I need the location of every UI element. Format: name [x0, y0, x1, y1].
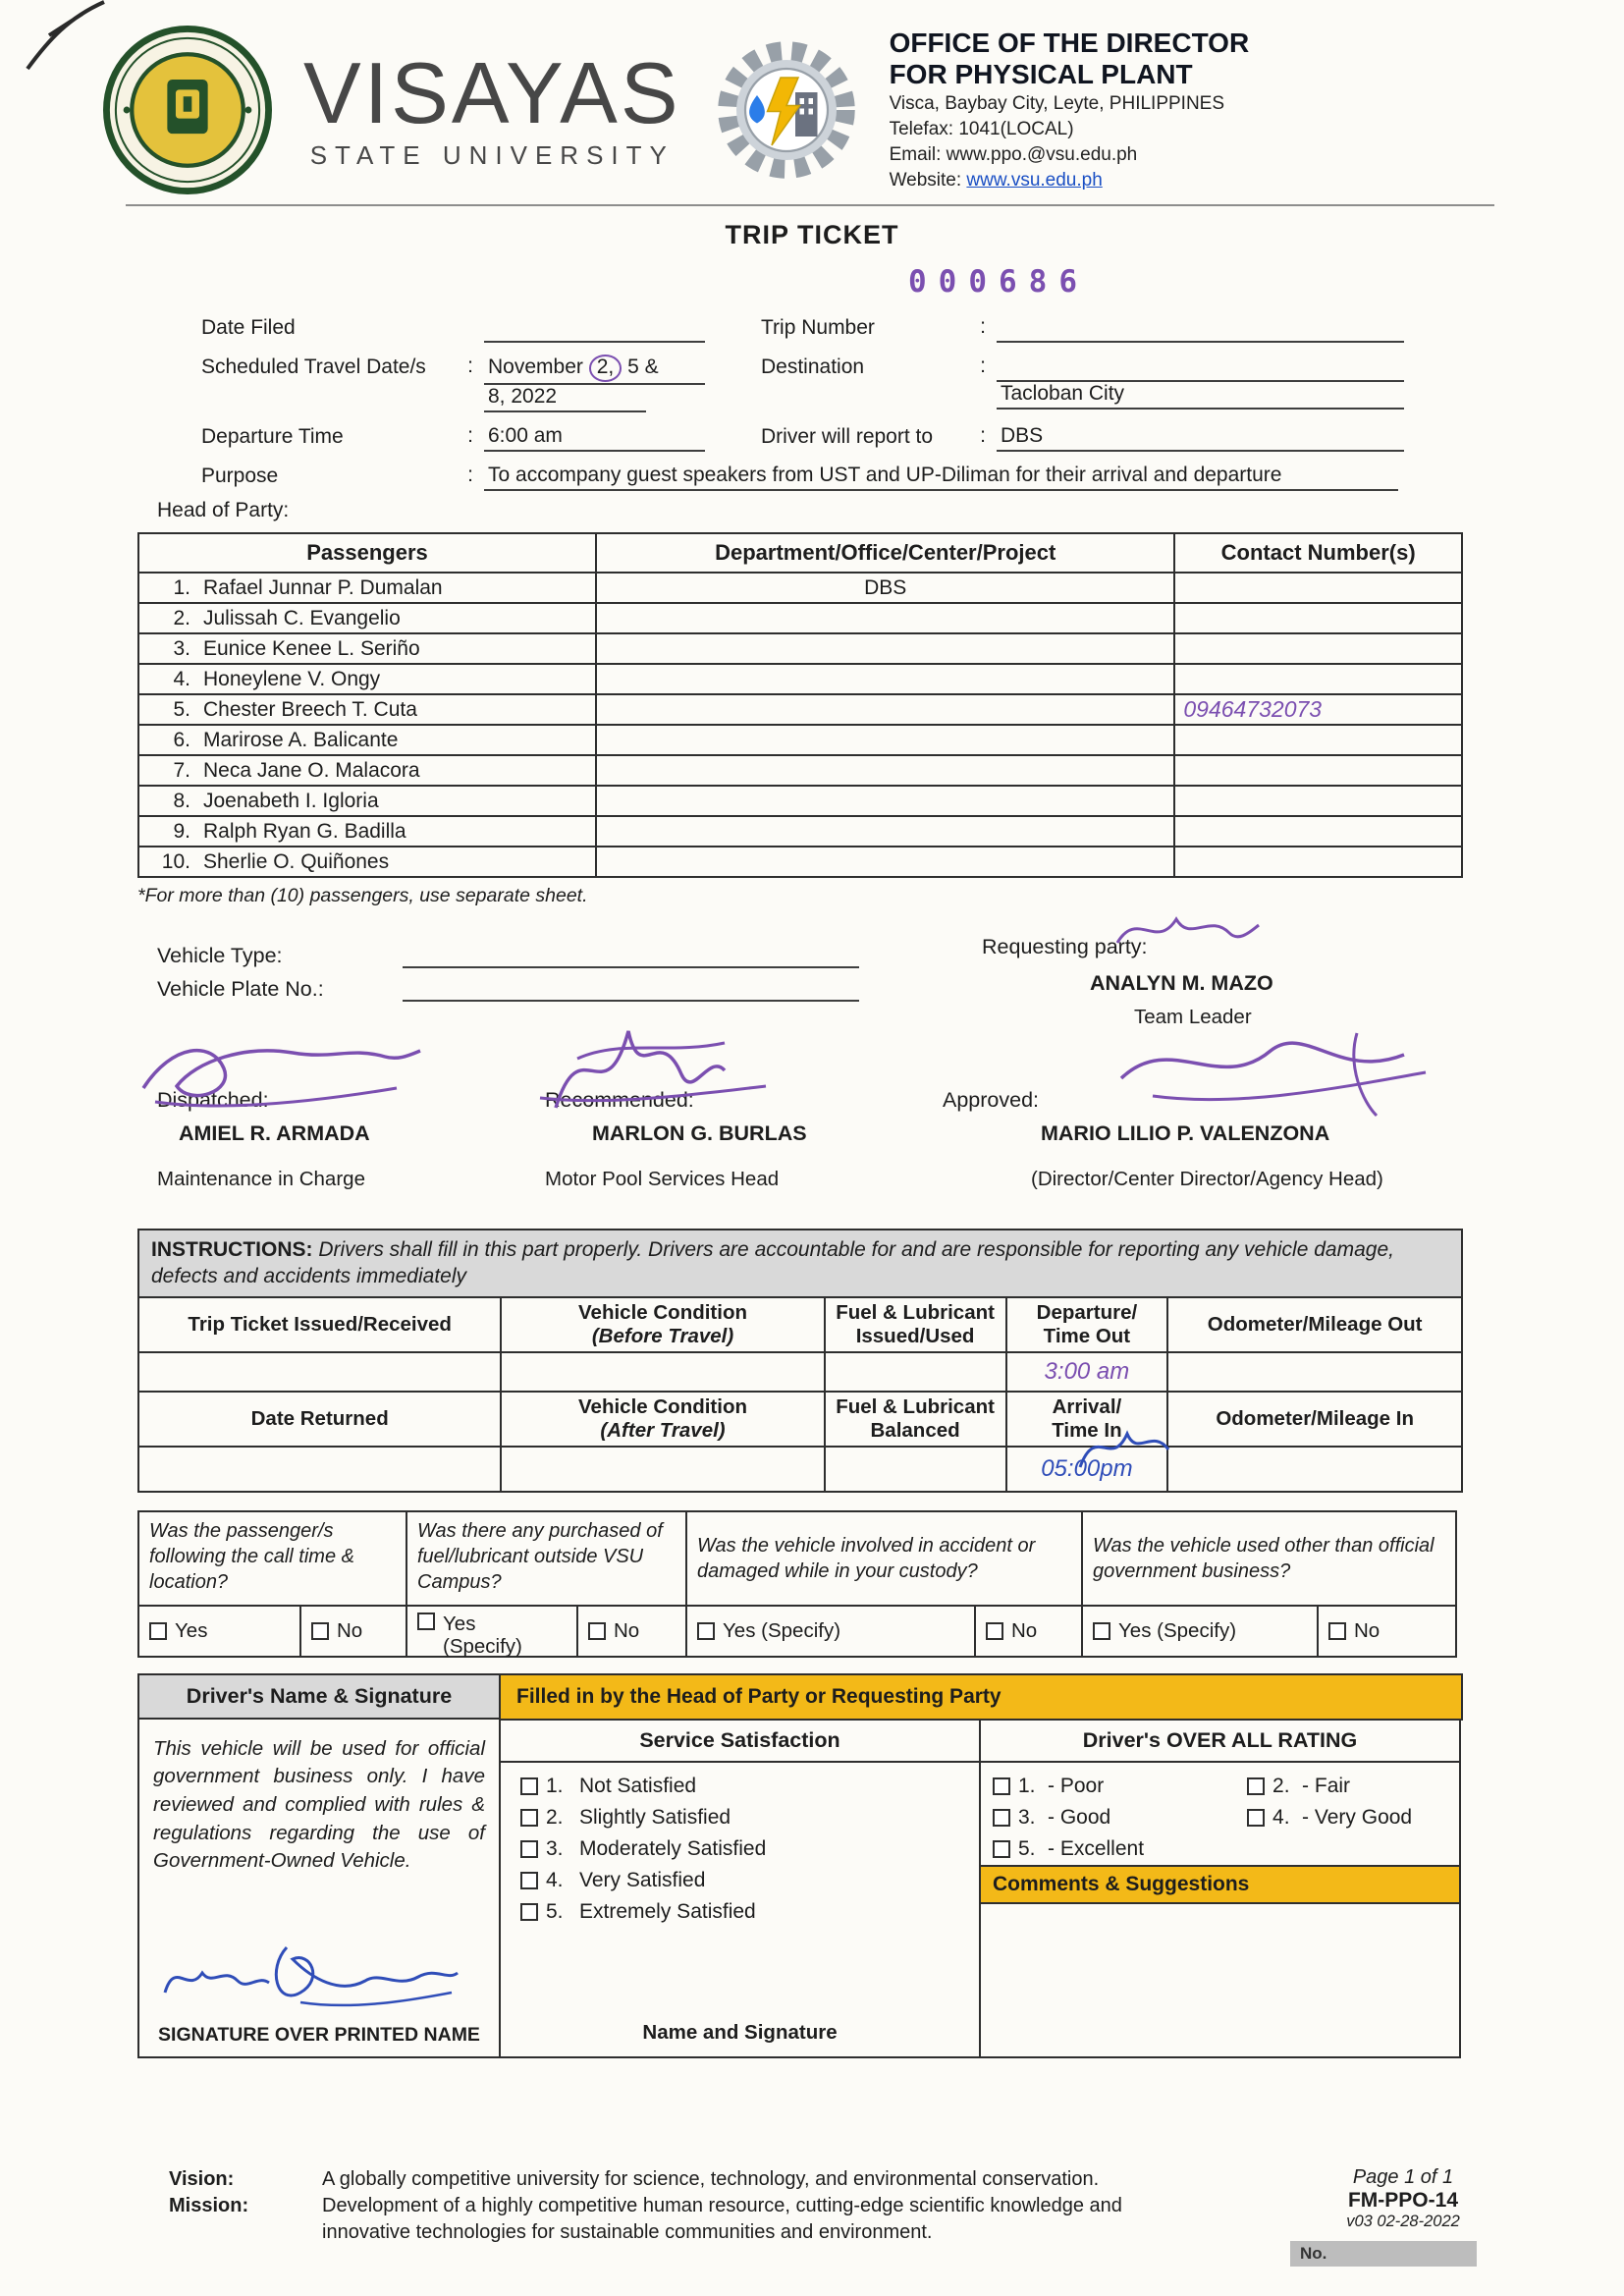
checkbox-icon[interactable] — [993, 1840, 1010, 1858]
log-header-row-out — [138, 1297, 1462, 1352]
yes-label: Yes — [175, 1618, 208, 1642]
recommended-label: Recommended: — [545, 1088, 694, 1113]
approvals-section — [137, 1088, 1463, 1191]
instructions-text: Drivers shall fill in this part properly. Drivers are accountable for and are responsible for reporting any vehicle damage, defects and accidents immediately — [151, 1238, 1394, 1288]
rating-option — [993, 1775, 1247, 1798]
approved-label: Approved: — [943, 1088, 1040, 1113]
passenger-name-cell — [138, 603, 596, 633]
office-website-line — [890, 168, 1250, 192]
driver-report-label: Driver will report to — [761, 425, 934, 449]
wordmark-sub: STATE UNIVERSITY — [309, 139, 675, 170]
passenger-number: 5. — [173, 697, 190, 721]
option-label: - Excellent — [1048, 1836, 1145, 1860]
question-text: Was the vehicle used other than official government business? — [1093, 1534, 1435, 1582]
option-number: 2. — [1272, 1774, 1290, 1797]
log-header-row-in — [138, 1392, 1462, 1447]
answer-yes-cell — [1083, 1607, 1317, 1656]
destination-label: Destination — [761, 355, 865, 378]
dispatched-signature — [126, 1027, 430, 1129]
filled-by-header: Filled in by the Head of Party or Requesting Party — [499, 1673, 1463, 1721]
departure-time-value: 6:00 am — [484, 424, 705, 452]
name-and-signature-caption: Name and Signature — [642, 2020, 838, 2044]
passenger-row — [138, 847, 1462, 877]
passenger-row — [138, 573, 1462, 603]
passenger-dept-cell — [596, 786, 1174, 816]
passenger-name: Marirose A. Balicante — [203, 728, 399, 751]
scheduled-travel-value — [484, 355, 705, 412]
option-number: 3. — [1018, 1805, 1036, 1829]
question-call-time — [137, 1510, 407, 1658]
rating-option — [993, 1806, 1247, 1830]
passenger-contact-cell — [1174, 633, 1462, 664]
checkbox-icon[interactable] — [697, 1622, 715, 1640]
physical-plant-office-logo — [713, 36, 860, 184]
driver-column-header: Driver's Name & Signature — [137, 1673, 501, 1720]
checkbox-icon[interactable] — [993, 1777, 1010, 1795]
passenger-row — [138, 725, 1462, 755]
no-label: No — [1011, 1618, 1038, 1642]
yes-label: Yes (Specify) — [1118, 1618, 1237, 1642]
passenger-row — [138, 633, 1462, 664]
option-number: 1. — [546, 1774, 564, 1797]
col-header-passengers: Passengers — [138, 533, 596, 573]
driver-statement: This vehicle will be used for official government business only. I have reviewed and complied with rules & regulations regarding the use of Government-Owned Vehicle. — [153, 1736, 485, 1873]
fuel-balanced-header: Fuel & Lubricant Balanced — [825, 1392, 1006, 1447]
checkbox-icon[interactable] — [1328, 1622, 1346, 1640]
checkbox-icon[interactable] — [311, 1622, 329, 1640]
checkbox-icon[interactable] — [1093, 1622, 1110, 1640]
destination-text: Tacloban City — [997, 382, 1404, 410]
recommended-name: MARLON G. BURLAS — [592, 1121, 807, 1146]
option-number: 4. — [1272, 1805, 1290, 1829]
purpose-value: To accompany guest speakers from UST and UP-Diliman for their arrival and departure — [484, 464, 1398, 491]
checkbox-icon[interactable] — [520, 1777, 538, 1795]
passenger-dept-cell — [596, 847, 1174, 877]
colon: : — [980, 315, 986, 338]
office-email: Email: www.ppo.@vsu.edu.ph — [889, 144, 1138, 166]
option-number: 5. — [1018, 1836, 1036, 1860]
issued-received-value — [138, 1352, 501, 1392]
passenger-name: Chester Breech T. Cuta — [203, 697, 417, 721]
passenger-name: Eunice Kenee L. Seriño — [203, 636, 420, 660]
signoff-section — [137, 1673, 1463, 2058]
time-out-value: 3:00 am — [1006, 1352, 1168, 1392]
odometer-in-header: Odometer/Mileage In — [1167, 1392, 1462, 1447]
answer-no-cell — [576, 1607, 685, 1656]
option-label: Slightly Satisfied — [579, 1805, 731, 1829]
condition-after-header: Vehicle Condition (After Travel) — [501, 1392, 824, 1447]
recommended-title: Motor Pool Services Head — [545, 1168, 780, 1191]
trip-info-section — [0, 303, 1624, 2058]
option-label: Very Satisfied — [579, 1868, 706, 1891]
colon: : — [467, 424, 473, 448]
passenger-dept-cell — [596, 755, 1174, 786]
fuel-balanced-value — [825, 1447, 1006, 1492]
checkbox-icon[interactable] — [993, 1809, 1010, 1827]
vehicle-type-value — [403, 942, 859, 968]
checkbox-icon[interactable] — [520, 1872, 538, 1889]
passenger-name-cell — [138, 694, 596, 725]
colon: : — [467, 355, 473, 377]
driver-report-value: DBS — [997, 424, 1404, 452]
passenger-number: 6. — [173, 728, 190, 751]
date-returned-header: Date Returned — [138, 1392, 501, 1447]
checkbox-icon[interactable] — [417, 1613, 435, 1630]
odometer-out-value — [1167, 1352, 1462, 1392]
passenger-name: Rafael Junnar P. Dumalan — [203, 575, 443, 599]
form-version: v03 02-28-2022 — [1346, 2213, 1460, 2230]
no-label: No — [1354, 1618, 1380, 1642]
checkbox-icon[interactable] — [149, 1622, 167, 1640]
passenger-name: Joenabeth I. Igloria — [203, 789, 379, 812]
letterhead — [0, 0, 1624, 202]
passenger-contact-cell — [1174, 816, 1462, 847]
passenger-row — [138, 694, 1462, 725]
passenger-row — [138, 816, 1462, 847]
destination-value — [997, 355, 1404, 412]
log-value-row-in — [138, 1447, 1462, 1492]
date-filed-label: Date Filed — [201, 316, 296, 339]
mission-text: Development of a highly competitive human resource, cutting-edge scientific knowledge and innovative technologies for sustainable communities and environment. — [322, 2195, 1122, 2243]
col-header-contact: Contact Number(s) — [1174, 533, 1462, 573]
passenger-name: Honeylene V. Ongy — [203, 667, 381, 690]
no-label: No — [614, 1618, 640, 1642]
yes-label: Yes (Specify) — [723, 1618, 841, 1642]
form-title: TRIP TICKET — [725, 220, 899, 249]
approved-title: (Director/Center Director/Agency Head) — [1031, 1168, 1383, 1191]
passenger-name-cell — [138, 573, 596, 603]
condition-before-value — [501, 1352, 824, 1392]
passenger-name: Neca Jane O. Malacora — [203, 758, 420, 782]
trip-number-value — [997, 315, 1404, 343]
dispatched-block — [137, 1088, 491, 1191]
passenger-contact-cell — [1174, 725, 1462, 755]
option-label: Moderately Satisfied — [579, 1836, 767, 1860]
answer-no-cell — [299, 1607, 406, 1656]
purpose-label: Purpose — [201, 465, 279, 488]
odometer-out-header: Odometer/Mileage Out — [1167, 1297, 1462, 1352]
col-header-department: Department/Office/Center/Project — [596, 533, 1174, 573]
driver-signature — [153, 1930, 467, 2020]
passenger-dept-cell — [596, 816, 1174, 847]
date-returned-value — [138, 1447, 501, 1492]
scheduled-pre: November — [488, 355, 583, 378]
date-filed-value — [484, 315, 705, 343]
website-link[interactable]: www.vsu.edu.ph — [966, 170, 1103, 191]
page-indicator: Page 1 of 1 — [1352, 2166, 1454, 2188]
no-label: No — [337, 1618, 363, 1642]
passengers-footnote: *For more than (10) passengers, use separate sheet. — [137, 885, 588, 907]
passenger-number: 7. — [173, 758, 190, 782]
driver-questions-section — [137, 1510, 1463, 1658]
passenger-name: Julissah C. Evangelio — [203, 606, 401, 629]
condition-before-header: Vehicle Condition (Before Travel) — [501, 1297, 824, 1352]
ticket-number-stamp: 000686 — [908, 264, 1089, 300]
service-option — [520, 1806, 973, 1830]
passenger-row — [138, 603, 1462, 633]
passenger-row — [138, 664, 1462, 694]
website-label: Website: — [889, 170, 967, 191]
checkbox-icon[interactable] — [588, 1622, 606, 1640]
passenger-dept-cell — [596, 603, 1174, 633]
rating-option — [1247, 1775, 1455, 1798]
question-text: Was the vehicle involved in accident or damaged while in your custody? — [697, 1534, 1036, 1582]
rating-option — [993, 1837, 1247, 1861]
vehicle-plate-value — [403, 975, 859, 1002]
option-number: 2. — [546, 1805, 564, 1829]
option-label: Extremely Satisfied — [579, 1899, 756, 1923]
comments-area — [981, 1904, 1459, 2056]
checkbox-icon[interactable] — [520, 1903, 538, 1921]
question-official-use — [1081, 1510, 1457, 1658]
service-satisfaction-column — [499, 1721, 981, 2058]
time-in-signature — [1066, 1412, 1184, 1491]
answer-yes-cell — [687, 1607, 974, 1656]
passenger-contact-cell — [1174, 573, 1462, 603]
colon: : — [980, 355, 986, 377]
option-number: 4. — [546, 1868, 564, 1891]
office-title-line1: OFFICE OF THE DIRECTOR — [889, 27, 1250, 58]
circled-date-annotation: 2, — [589, 355, 623, 382]
driver-log-table — [137, 1296, 1463, 1493]
rating-options-grid — [981, 1763, 1459, 1865]
passenger-contact-cell — [1174, 847, 1462, 877]
requesting-party-title: Team Leader — [1134, 1006, 1252, 1029]
service-satisfaction-header: Service Satisfaction — [499, 1721, 981, 1763]
passengers-header-row — [138, 533, 1462, 573]
checkbox-icon[interactable] — [1247, 1809, 1265, 1827]
passenger-contact-cell — [1174, 664, 1462, 694]
departure-timeout-header: Departure/ Time Out — [1006, 1297, 1168, 1352]
passenger-dept-cell: DBS — [596, 573, 1174, 603]
office-address: Visca, Baybay City, Leyte, PHILIPPINES — [889, 93, 1225, 115]
option-label: - Good — [1048, 1805, 1111, 1829]
option-number: 1. — [1018, 1774, 1036, 1797]
option-label: Not Satisfied — [579, 1774, 697, 1797]
option-number: 5. — [546, 1899, 564, 1923]
answer-no-cell — [1317, 1607, 1455, 1656]
fuel-issued-value — [825, 1352, 1006, 1392]
scheduled-line2: 8, 2022 — [484, 385, 646, 412]
instructions-label: INSTRUCTIONS: — [151, 1238, 313, 1262]
time-in-value — [1006, 1447, 1168, 1492]
passenger-name-cell — [138, 725, 596, 755]
service-option — [520, 1775, 973, 1798]
passenger-name-cell — [138, 847, 596, 877]
passenger-number: 3. — [173, 636, 190, 660]
passenger-number: 4. — [173, 667, 190, 690]
condition-after-value — [501, 1447, 824, 1492]
colon: : — [467, 464, 473, 487]
option-label: - Poor — [1048, 1774, 1105, 1797]
arrival-timein-header: Arrival/ Time In — [1006, 1392, 1168, 1447]
scheduled-post: 5 & — [627, 355, 659, 378]
vehicle-section — [137, 935, 1463, 1029]
question-text: Was there any purchased of fuel/lubricant outside VSU Campus? — [417, 1519, 663, 1593]
service-option — [520, 1900, 973, 1924]
passenger-contact-cell: 09464732073 — [1174, 694, 1462, 725]
passenger-name: Sherlie O. Quiñones — [203, 849, 390, 873]
passenger-name: Ralph Ryan G. Badilla — [203, 819, 406, 843]
service-option — [520, 1869, 973, 1892]
option-label: - Very Good — [1302, 1805, 1413, 1829]
colon: : — [980, 424, 986, 448]
checkbox-icon[interactable] — [1247, 1777, 1265, 1795]
passenger-number: 9. — [173, 819, 190, 843]
form-code-block — [1290, 2166, 1516, 2267]
passenger-name-cell — [138, 633, 596, 664]
driver-signature-column — [137, 1673, 501, 2058]
option-label: - Fair — [1302, 1774, 1351, 1797]
rating-option — [1247, 1806, 1455, 1830]
mission-label: Mission: — [169, 2195, 249, 2216]
office-title-line2: FOR PHYSICAL PLANT — [889, 58, 1193, 89]
passenger-contact-cell — [1174, 786, 1462, 816]
office-address-block — [890, 27, 1250, 193]
service-option — [520, 1837, 973, 1861]
dispatched-title: Maintenance in Charge — [157, 1168, 365, 1191]
service-options-list — [501, 1763, 979, 1932]
log-value-row-out — [138, 1352, 1462, 1392]
vision-text: A globally competitive university for science, technology, and environmental conservation. — [322, 2168, 1100, 2190]
checkbox-icon[interactable] — [520, 1840, 538, 1858]
vehicle-type-label: Vehicle Type: — [157, 944, 283, 968]
overall-rating-column — [979, 1721, 1461, 2058]
overall-rating-header: Driver's OVER ALL RATING — [979, 1721, 1461, 1763]
vision-label: Vision: — [169, 2168, 235, 2190]
passenger-number: 10. — [161, 849, 190, 873]
signature-over-printed-name-caption: SIGNATURE OVER PRINTED NAME — [158, 2023, 480, 2046]
passenger-number: 2. — [173, 606, 190, 629]
recommended-block — [491, 1088, 923, 1191]
answer-no-cell — [974, 1607, 1081, 1656]
office-telefax: Telefax: 1041(LOCAL) — [889, 119, 1074, 140]
passenger-name-cell — [138, 816, 596, 847]
form-code: FM-PPO-14 — [1347, 2189, 1458, 2212]
university-wordmark — [298, 43, 687, 171]
footer — [0, 2166, 1624, 2296]
comments-suggestions-header: Comments & Suggestions — [981, 1865, 1459, 1904]
question-accident — [685, 1510, 1083, 1658]
question-text: Was the passenger/s following the call time & location? — [149, 1519, 354, 1593]
checkbox-icon[interactable] — [520, 1809, 538, 1827]
head-of-party-label: Head of Party: — [157, 499, 290, 522]
passenger-row — [138, 755, 1462, 786]
answer-yes-cell — [407, 1607, 576, 1659]
vsu-seal-logo — [103, 26, 272, 194]
approved-name: MARIO LILIO P. VALENZONA — [1041, 1121, 1330, 1146]
departure-time-label: Departure Time — [201, 425, 344, 449]
passenger-dept-cell — [596, 694, 1174, 725]
odometer-in-value — [1167, 1447, 1462, 1492]
requesting-party-label: Requesting party: — [982, 935, 1148, 959]
checkbox-icon[interactable] — [986, 1622, 1003, 1640]
passenger-dept-cell — [596, 725, 1174, 755]
passengers-table — [137, 532, 1463, 878]
question-fuel-purchase — [406, 1510, 687, 1658]
time-in-text: 05:00pm — [1041, 1454, 1133, 1482]
header-divider — [126, 204, 1494, 206]
requesting-party-block — [884, 935, 1463, 1029]
option-number: 3. — [546, 1836, 564, 1860]
passenger-contact-cell — [1174, 755, 1462, 786]
vehicle-plate-label: Vehicle Plate No.: — [157, 977, 324, 1002]
dispatched-name: AMIEL R. ARMADA — [179, 1121, 370, 1146]
wordmark-main: VISAYAS — [303, 43, 681, 141]
approved-block — [923, 1088, 1463, 1191]
passenger-name-cell — [138, 664, 596, 694]
instructions-banner — [137, 1229, 1463, 1296]
passenger-dept-cell — [596, 664, 1174, 694]
requesting-party-name: ANALYN M. MAZO — [1090, 971, 1273, 996]
no-box: No. — [1290, 2241, 1477, 2267]
passenger-dept-cell — [596, 633, 1174, 664]
answer-yes-cell — [139, 1607, 299, 1656]
issued-received-header: Trip Ticket Issued/Received — [138, 1297, 501, 1352]
trip-number-label: Trip Number — [761, 316, 875, 339]
passenger-name-cell — [138, 755, 596, 786]
scheduled-travel-label: Scheduled Travel Date/s — [201, 355, 426, 378]
passenger-number: 1. — [173, 575, 190, 599]
yes-label: Yes (Specify) — [443, 1612, 522, 1659]
passenger-row — [138, 786, 1462, 816]
passenger-name-cell — [138, 786, 596, 816]
driver-signature-area — [153, 1930, 485, 2020]
fuel-issued-header: Fuel & Lubricant Issued/Used — [825, 1297, 1006, 1352]
passenger-number: 8. — [173, 789, 190, 812]
dispatched-label: Dispatched: — [157, 1088, 269, 1113]
passenger-contact-cell — [1174, 603, 1462, 633]
